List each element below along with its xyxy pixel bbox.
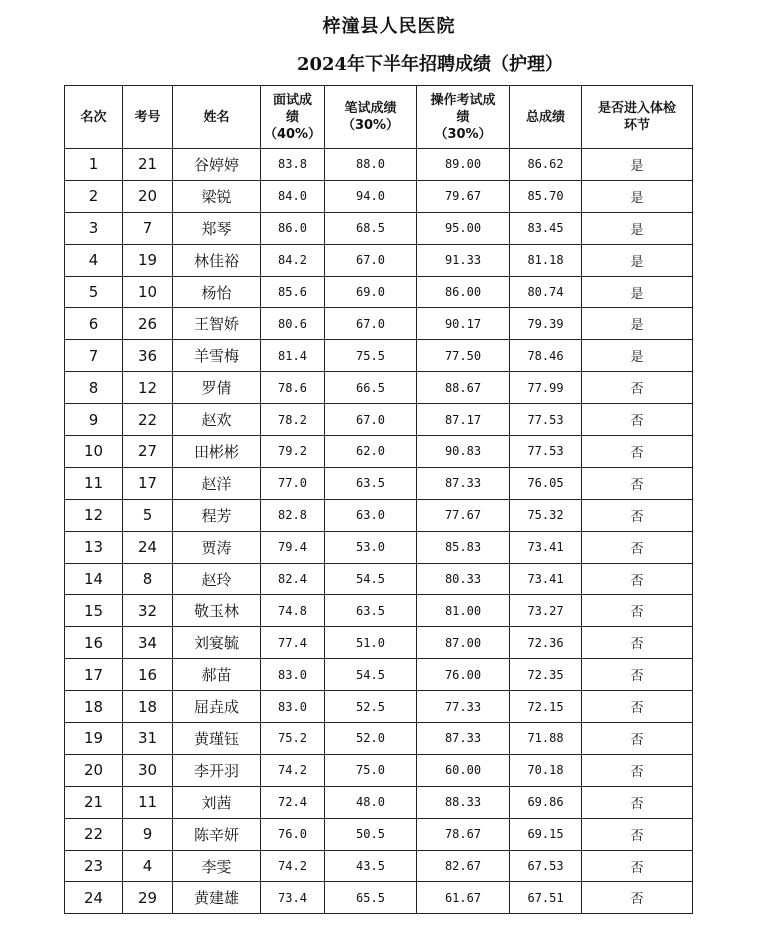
rank-cell: 16 bbox=[65, 627, 123, 659]
physical-exam-cell: 是 bbox=[582, 180, 693, 212]
header-written-weight: （30%） bbox=[341, 118, 400, 133]
name-cell: 李雯 bbox=[173, 850, 261, 882]
rank-cell: 6 bbox=[65, 308, 123, 340]
practical-score-cell: 87.33 bbox=[417, 467, 510, 499]
total-score-cell: 72.35 bbox=[510, 659, 582, 691]
exam-no-cell: 7 bbox=[123, 212, 173, 244]
written-score-cell: 53.0 bbox=[325, 531, 417, 563]
physical-exam-cell: 是 bbox=[582, 244, 693, 276]
interview-score-cell: 82.8 bbox=[261, 499, 325, 531]
name-cell: 罗倩 bbox=[173, 372, 261, 404]
practical-score-cell: 61.67 bbox=[417, 882, 510, 914]
physical-exam-cell: 是 bbox=[582, 212, 693, 244]
physical-exam-cell: 否 bbox=[582, 659, 693, 691]
interview-score-cell: 78.2 bbox=[261, 404, 325, 436]
interview-score-cell: 75.2 bbox=[261, 723, 325, 755]
rank-cell: 4 bbox=[65, 244, 123, 276]
rank-cell: 12 bbox=[65, 499, 123, 531]
header-interview-weight: （40%） bbox=[263, 126, 322, 142]
header-physical-line: 环节 bbox=[623, 118, 650, 133]
interview-score-cell: 83.8 bbox=[261, 149, 325, 181]
practical-score-cell: 91.33 bbox=[417, 244, 510, 276]
total-score-cell: 73.41 bbox=[510, 531, 582, 563]
table-row bbox=[65, 595, 693, 627]
interview-score-cell: 77.4 bbox=[261, 627, 325, 659]
table-row bbox=[65, 850, 693, 882]
interview-score-cell: 78.6 bbox=[261, 372, 325, 404]
rank-cell: 5 bbox=[65, 276, 123, 308]
physical-exam-cell: 否 bbox=[582, 850, 693, 882]
physical-exam-cell: 否 bbox=[582, 436, 693, 468]
interview-score-cell: 74.2 bbox=[261, 850, 325, 882]
document-subtitle: 2024年下半年招聘成绩（护理） bbox=[296, 54, 564, 75]
name-cell: 刘茜 bbox=[173, 786, 261, 818]
header-practical-weight: （30%） bbox=[434, 126, 492, 142]
written-score-cell: 75.5 bbox=[325, 340, 417, 372]
interview-score-cell: 74.8 bbox=[261, 595, 325, 627]
rank-cell: 3 bbox=[65, 212, 123, 244]
name-cell: 王智娇 bbox=[173, 308, 261, 340]
table-row bbox=[65, 499, 693, 531]
physical-exam-cell: 否 bbox=[582, 563, 693, 595]
practical-score-cell: 95.00 bbox=[417, 212, 510, 244]
interview-score-cell: 84.0 bbox=[261, 180, 325, 212]
physical-exam-cell: 否 bbox=[582, 818, 693, 850]
name-cell: 梁锐 bbox=[173, 180, 261, 212]
name-cell: 赵玲 bbox=[173, 563, 261, 595]
total-score-cell: 73.27 bbox=[510, 595, 582, 627]
table-row bbox=[65, 818, 693, 850]
practical-score-cell: 85.83 bbox=[417, 531, 510, 563]
exam-no-cell: 34 bbox=[123, 627, 173, 659]
header-interview-line: 绩 bbox=[285, 109, 299, 125]
total-score-cell: 76.05 bbox=[510, 467, 582, 499]
header-physical-line: 是否进入体检 bbox=[597, 101, 676, 116]
physical-exam-cell: 否 bbox=[582, 786, 693, 818]
total-score-cell: 85.70 bbox=[510, 180, 582, 212]
header-practical bbox=[417, 86, 510, 149]
total-score-cell: 67.51 bbox=[510, 882, 582, 914]
rank-cell: 14 bbox=[65, 563, 123, 595]
written-score-cell: 68.5 bbox=[325, 212, 417, 244]
total-score-cell: 72.15 bbox=[510, 691, 582, 723]
written-score-cell: 65.5 bbox=[325, 882, 417, 914]
name-cell: 郝苗 bbox=[173, 659, 261, 691]
table-row bbox=[65, 180, 693, 212]
written-score-cell: 63.0 bbox=[325, 499, 417, 531]
rank-cell: 9 bbox=[65, 404, 123, 436]
written-score-cell: 66.5 bbox=[325, 372, 417, 404]
total-score-cell: 77.53 bbox=[510, 404, 582, 436]
physical-exam-cell: 否 bbox=[582, 627, 693, 659]
rank-cell: 20 bbox=[65, 754, 123, 786]
header-practical-line: 操作考试成 bbox=[430, 92, 496, 108]
total-score-cell: 86.62 bbox=[510, 149, 582, 181]
header-rank: 名次 bbox=[65, 86, 123, 149]
total-score-cell: 70.18 bbox=[510, 754, 582, 786]
name-cell: 李开羽 bbox=[173, 754, 261, 786]
name-cell: 赵洋 bbox=[173, 467, 261, 499]
practical-score-cell: 82.67 bbox=[417, 850, 510, 882]
written-score-cell: 52.5 bbox=[325, 691, 417, 723]
exam-no-cell: 18 bbox=[123, 691, 173, 723]
physical-exam-cell: 否 bbox=[582, 723, 693, 755]
name-cell: 敬玉林 bbox=[173, 595, 261, 627]
rank-cell: 1 bbox=[65, 149, 123, 181]
total-score-cell: 80.74 bbox=[510, 276, 582, 308]
written-score-cell: 62.0 bbox=[325, 436, 417, 468]
table-row bbox=[65, 276, 693, 308]
header-physical-exam bbox=[582, 86, 693, 149]
written-score-cell: 63.5 bbox=[325, 595, 417, 627]
header-row bbox=[65, 86, 693, 149]
written-score-cell: 50.5 bbox=[325, 818, 417, 850]
results-table bbox=[64, 85, 693, 914]
rank-cell: 15 bbox=[65, 595, 123, 627]
written-score-cell: 51.0 bbox=[325, 627, 417, 659]
practical-score-cell: 81.00 bbox=[417, 595, 510, 627]
table-row bbox=[65, 691, 693, 723]
total-score-cell: 67.53 bbox=[510, 850, 582, 882]
table-row bbox=[65, 467, 693, 499]
written-score-cell: 67.0 bbox=[325, 244, 417, 276]
total-score-cell: 73.41 bbox=[510, 563, 582, 595]
interview-score-cell: 81.4 bbox=[261, 340, 325, 372]
exam-no-cell: 11 bbox=[123, 786, 173, 818]
name-cell: 郑琴 bbox=[173, 212, 261, 244]
document-title: 梓潼县人民医院 bbox=[322, 16, 456, 37]
table-row bbox=[65, 404, 693, 436]
rank-cell: 7 bbox=[65, 340, 123, 372]
interview-score-cell: 77.0 bbox=[261, 467, 325, 499]
physical-exam-cell: 否 bbox=[582, 531, 693, 563]
rank-cell: 19 bbox=[65, 723, 123, 755]
practical-score-cell: 77.33 bbox=[417, 691, 510, 723]
practical-score-cell: 60.00 bbox=[417, 754, 510, 786]
practical-score-cell: 89.00 bbox=[417, 149, 510, 181]
exam-no-cell: 31 bbox=[123, 723, 173, 755]
table-body bbox=[65, 149, 693, 914]
table-row bbox=[65, 340, 693, 372]
interview-score-cell: 82.4 bbox=[261, 563, 325, 595]
practical-score-cell: 90.83 bbox=[417, 436, 510, 468]
interview-score-cell: 76.0 bbox=[261, 818, 325, 850]
table-row bbox=[65, 372, 693, 404]
practical-score-cell: 87.00 bbox=[417, 627, 510, 659]
header-written bbox=[325, 86, 417, 149]
table-row bbox=[65, 563, 693, 595]
practical-score-cell: 88.33 bbox=[417, 786, 510, 818]
interview-score-cell: 83.0 bbox=[261, 659, 325, 691]
name-cell: 刘宴毓 bbox=[173, 627, 261, 659]
header-exam-no: 考号 bbox=[123, 86, 173, 149]
practical-score-cell: 90.17 bbox=[417, 308, 510, 340]
table-row bbox=[65, 882, 693, 914]
written-score-cell: 94.0 bbox=[325, 180, 417, 212]
name-cell: 屈垚成 bbox=[173, 691, 261, 723]
rank-cell: 22 bbox=[65, 818, 123, 850]
name-cell: 羊雪梅 bbox=[173, 340, 261, 372]
table-row bbox=[65, 212, 693, 244]
name-cell: 杨怡 bbox=[173, 276, 261, 308]
physical-exam-cell: 否 bbox=[582, 754, 693, 786]
interview-score-cell: 83.0 bbox=[261, 691, 325, 723]
name-cell: 谷婷婷 bbox=[173, 149, 261, 181]
total-score-cell: 72.36 bbox=[510, 627, 582, 659]
physical-exam-cell: 否 bbox=[582, 882, 693, 914]
name-cell: 林佳裕 bbox=[173, 244, 261, 276]
exam-no-cell: 36 bbox=[123, 340, 173, 372]
practical-score-cell: 87.33 bbox=[417, 723, 510, 755]
physical-exam-cell: 否 bbox=[582, 404, 693, 436]
table-row bbox=[65, 531, 693, 563]
interview-score-cell: 79.2 bbox=[261, 436, 325, 468]
exam-no-cell: 8 bbox=[123, 563, 173, 595]
practical-score-cell: 76.00 bbox=[417, 659, 510, 691]
exam-no-cell: 19 bbox=[123, 244, 173, 276]
physical-exam-cell: 否 bbox=[582, 499, 693, 531]
name-cell: 田彬彬 bbox=[173, 436, 261, 468]
written-score-cell: 52.0 bbox=[325, 723, 417, 755]
name-cell: 黄建雄 bbox=[173, 882, 261, 914]
physical-exam-cell: 是 bbox=[582, 149, 693, 181]
header-written-line: 笔试成绩 bbox=[344, 101, 397, 116]
total-score-cell: 71.88 bbox=[510, 723, 582, 755]
total-score-cell: 78.46 bbox=[510, 340, 582, 372]
practical-score-cell: 86.00 bbox=[417, 276, 510, 308]
exam-no-cell: 21 bbox=[123, 149, 173, 181]
table-row bbox=[65, 786, 693, 818]
name-cell: 黄瑾钰 bbox=[173, 723, 261, 755]
exam-no-cell: 9 bbox=[123, 818, 173, 850]
practical-score-cell: 80.33 bbox=[417, 563, 510, 595]
physical-exam-cell: 是 bbox=[582, 276, 693, 308]
name-cell: 赵欢 bbox=[173, 404, 261, 436]
table-row bbox=[65, 754, 693, 786]
exam-no-cell: 27 bbox=[123, 436, 173, 468]
exam-no-cell: 4 bbox=[123, 850, 173, 882]
exam-no-cell: 22 bbox=[123, 404, 173, 436]
practical-score-cell: 78.67 bbox=[417, 818, 510, 850]
rank-cell: 24 bbox=[65, 882, 123, 914]
rank-cell: 23 bbox=[65, 850, 123, 882]
exam-no-cell: 24 bbox=[123, 531, 173, 563]
exam-no-cell: 20 bbox=[123, 180, 173, 212]
exam-no-cell: 16 bbox=[123, 659, 173, 691]
total-score-cell: 75.32 bbox=[510, 499, 582, 531]
rank-cell: 10 bbox=[65, 436, 123, 468]
table-row bbox=[65, 436, 693, 468]
written-score-cell: 69.0 bbox=[325, 276, 417, 308]
total-score-cell: 77.99 bbox=[510, 372, 582, 404]
practical-score-cell: 87.17 bbox=[417, 404, 510, 436]
total-score-cell: 79.39 bbox=[510, 308, 582, 340]
practical-score-cell: 88.67 bbox=[417, 372, 510, 404]
written-score-cell: 54.5 bbox=[325, 659, 417, 691]
header-practical-line: 绩 bbox=[456, 109, 470, 125]
interview-score-cell: 73.4 bbox=[261, 882, 325, 914]
practical-score-cell: 77.50 bbox=[417, 340, 510, 372]
table-row bbox=[65, 627, 693, 659]
exam-no-cell: 12 bbox=[123, 372, 173, 404]
exam-no-cell: 17 bbox=[123, 467, 173, 499]
interview-score-cell: 79.4 bbox=[261, 531, 325, 563]
table-row bbox=[65, 149, 693, 181]
rank-cell: 21 bbox=[65, 786, 123, 818]
exam-no-cell: 5 bbox=[123, 499, 173, 531]
exam-no-cell: 10 bbox=[123, 276, 173, 308]
written-score-cell: 48.0 bbox=[325, 786, 417, 818]
header-total: 总成绩 bbox=[510, 86, 582, 149]
practical-score-cell: 79.67 bbox=[417, 180, 510, 212]
interview-score-cell: 72.4 bbox=[261, 786, 325, 818]
header-name: 姓名 bbox=[173, 86, 261, 149]
table-row bbox=[65, 308, 693, 340]
table-row bbox=[65, 244, 693, 276]
total-score-cell: 81.18 bbox=[510, 244, 582, 276]
rank-cell: 17 bbox=[65, 659, 123, 691]
interview-score-cell: 74.2 bbox=[261, 754, 325, 786]
interview-score-cell: 85.6 bbox=[261, 276, 325, 308]
physical-exam-cell: 否 bbox=[582, 595, 693, 627]
name-cell: 程芳 bbox=[173, 499, 261, 531]
rank-cell: 11 bbox=[65, 467, 123, 499]
exam-no-cell: 30 bbox=[123, 754, 173, 786]
exam-no-cell: 32 bbox=[123, 595, 173, 627]
rank-cell: 2 bbox=[65, 180, 123, 212]
written-score-cell: 75.0 bbox=[325, 754, 417, 786]
rank-cell: 13 bbox=[65, 531, 123, 563]
total-score-cell: 83.45 bbox=[510, 212, 582, 244]
table-row bbox=[65, 723, 693, 755]
written-score-cell: 43.5 bbox=[325, 850, 417, 882]
interview-score-cell: 84.2 bbox=[261, 244, 325, 276]
exam-no-cell: 29 bbox=[123, 882, 173, 914]
rank-cell: 18 bbox=[65, 691, 123, 723]
physical-exam-cell: 否 bbox=[582, 467, 693, 499]
interview-score-cell: 86.0 bbox=[261, 212, 325, 244]
header-interview bbox=[261, 86, 325, 149]
written-score-cell: 88.0 bbox=[325, 149, 417, 181]
written-score-cell: 54.5 bbox=[325, 563, 417, 595]
practical-score-cell: 77.67 bbox=[417, 499, 510, 531]
written-score-cell: 67.0 bbox=[325, 308, 417, 340]
name-cell: 陈辛妍 bbox=[173, 818, 261, 850]
written-score-cell: 67.0 bbox=[325, 404, 417, 436]
physical-exam-cell: 是 bbox=[582, 340, 693, 372]
total-score-cell: 69.86 bbox=[510, 786, 582, 818]
total-score-cell: 77.53 bbox=[510, 436, 582, 468]
written-score-cell: 63.5 bbox=[325, 467, 417, 499]
interview-score-cell: 80.6 bbox=[261, 308, 325, 340]
header-interview-line: 面试成 bbox=[272, 92, 312, 108]
name-cell: 贾涛 bbox=[173, 531, 261, 563]
table-row bbox=[65, 659, 693, 691]
physical-exam-cell: 是 bbox=[582, 308, 693, 340]
physical-exam-cell: 否 bbox=[582, 691, 693, 723]
exam-no-cell: 26 bbox=[123, 308, 173, 340]
total-score-cell: 69.15 bbox=[510, 818, 582, 850]
physical-exam-cell: 否 bbox=[582, 372, 693, 404]
rank-cell: 8 bbox=[65, 372, 123, 404]
